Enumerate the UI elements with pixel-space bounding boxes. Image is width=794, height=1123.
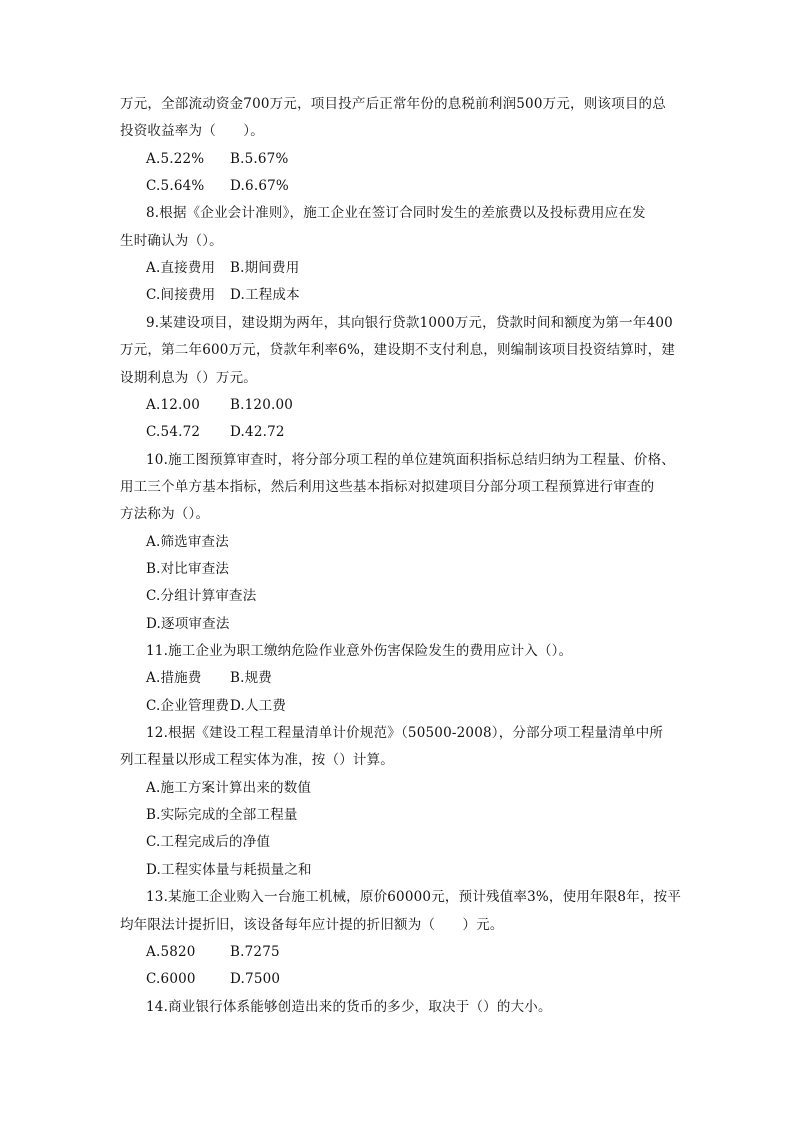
question-line: 11.施工企业为职工缴纳危险作业意外伤害保险发生的费用应计入（）。 [146,643,573,659]
option-item: D.6.67% [230,178,289,194]
option-item: A.12.00 [146,397,201,413]
text-line: 用工三个单方基本指标，然后利用这些基本指标对拟建项目分部分项工程预算进行审查的 [120,479,655,495]
option-item: A.直接费用 [146,260,216,276]
question-line: 8.根据《企业会计准则》，施工企业在签订合同时发生的差旅费以及投标费用应在发 [146,205,646,221]
option-item: B.期间费用 [230,260,300,276]
option-item: D.人工费 [230,698,287,714]
option-item: C.54.72 [146,424,201,440]
question-line: 9.某建设项目，建设期为两年，其向银行贷款1000万元，贷款时间和额度为第一年400 [146,315,673,331]
option-item: B.120.00 [230,397,294,413]
option-item: C.间接费用 [146,287,216,303]
question-line: C.工程完成后的净值 [146,834,271,850]
question-line: D.逐项审查法 [146,616,230,632]
option-item: D.7500 [230,971,281,987]
text-line: 列工程量以形成工程实体为准，按（）计算。 [120,752,394,768]
option-item: C.5.64% [146,178,205,194]
option-item: D.工程成本 [230,287,300,303]
question-line: A.筛选审查法 [146,534,229,550]
option-item: B.规费 [230,670,273,686]
question-line: 14.商业银行体系能够创造出来的货币的多少，取决于（）的大小。 [146,999,552,1015]
question-line: 12.根据《建设工程工程量清单计价规范》（50500-2008），分部分项工程量清单中所 [146,725,664,741]
text-line: 投资收益率为（ ）。 [120,123,264,139]
option-item: B.5.67% [230,151,289,167]
question-line: A.施工方案计算出来的数值 [146,780,312,796]
option-item: A.5.22% [146,151,205,167]
option-item: A.5820 [146,944,196,960]
question-line: B.实际完成的全部工程量 [146,807,298,823]
option-item: B.7275 [230,944,280,960]
text-line: 均年限法计提折旧，该设备每年应计提的折旧额为（ ）元。 [120,917,504,933]
question-line: D.工程实体量与耗损量之和 [146,862,312,878]
option-item: A.措施费 [146,670,202,686]
option-item: C.企业管理费 [146,698,230,714]
text-line: 设期利息为（）万元。 [120,370,257,386]
option-item: D.42.72 [230,424,285,440]
text-line: 万元，全部流动资金700万元，项目投产后正常年份的息税前利润500万元，则该项目的总 [120,96,666,112]
text-line: 方法称为（）。 [120,506,210,522]
question-line: B.对比审查法 [146,561,230,577]
option-item: C.6000 [146,971,196,987]
text-line: 生时确认为（）。 [120,233,223,249]
question-line: C.分组计算审查法 [146,588,257,604]
text-line: 万元，第二年600万元，贷款年利率6%，建设期不支付利息，则编制该项目投资结算时，建 [120,342,676,358]
question-line: 10.施工图预算审查时，将分部分项工程的单位建筑面积指标总结归纳为工程量、价格、 [146,452,675,468]
question-line: 13.某施工企业购入一台施工机械，原价60000元，预计残值率3%，使用年限8年，按平 [146,889,682,905]
